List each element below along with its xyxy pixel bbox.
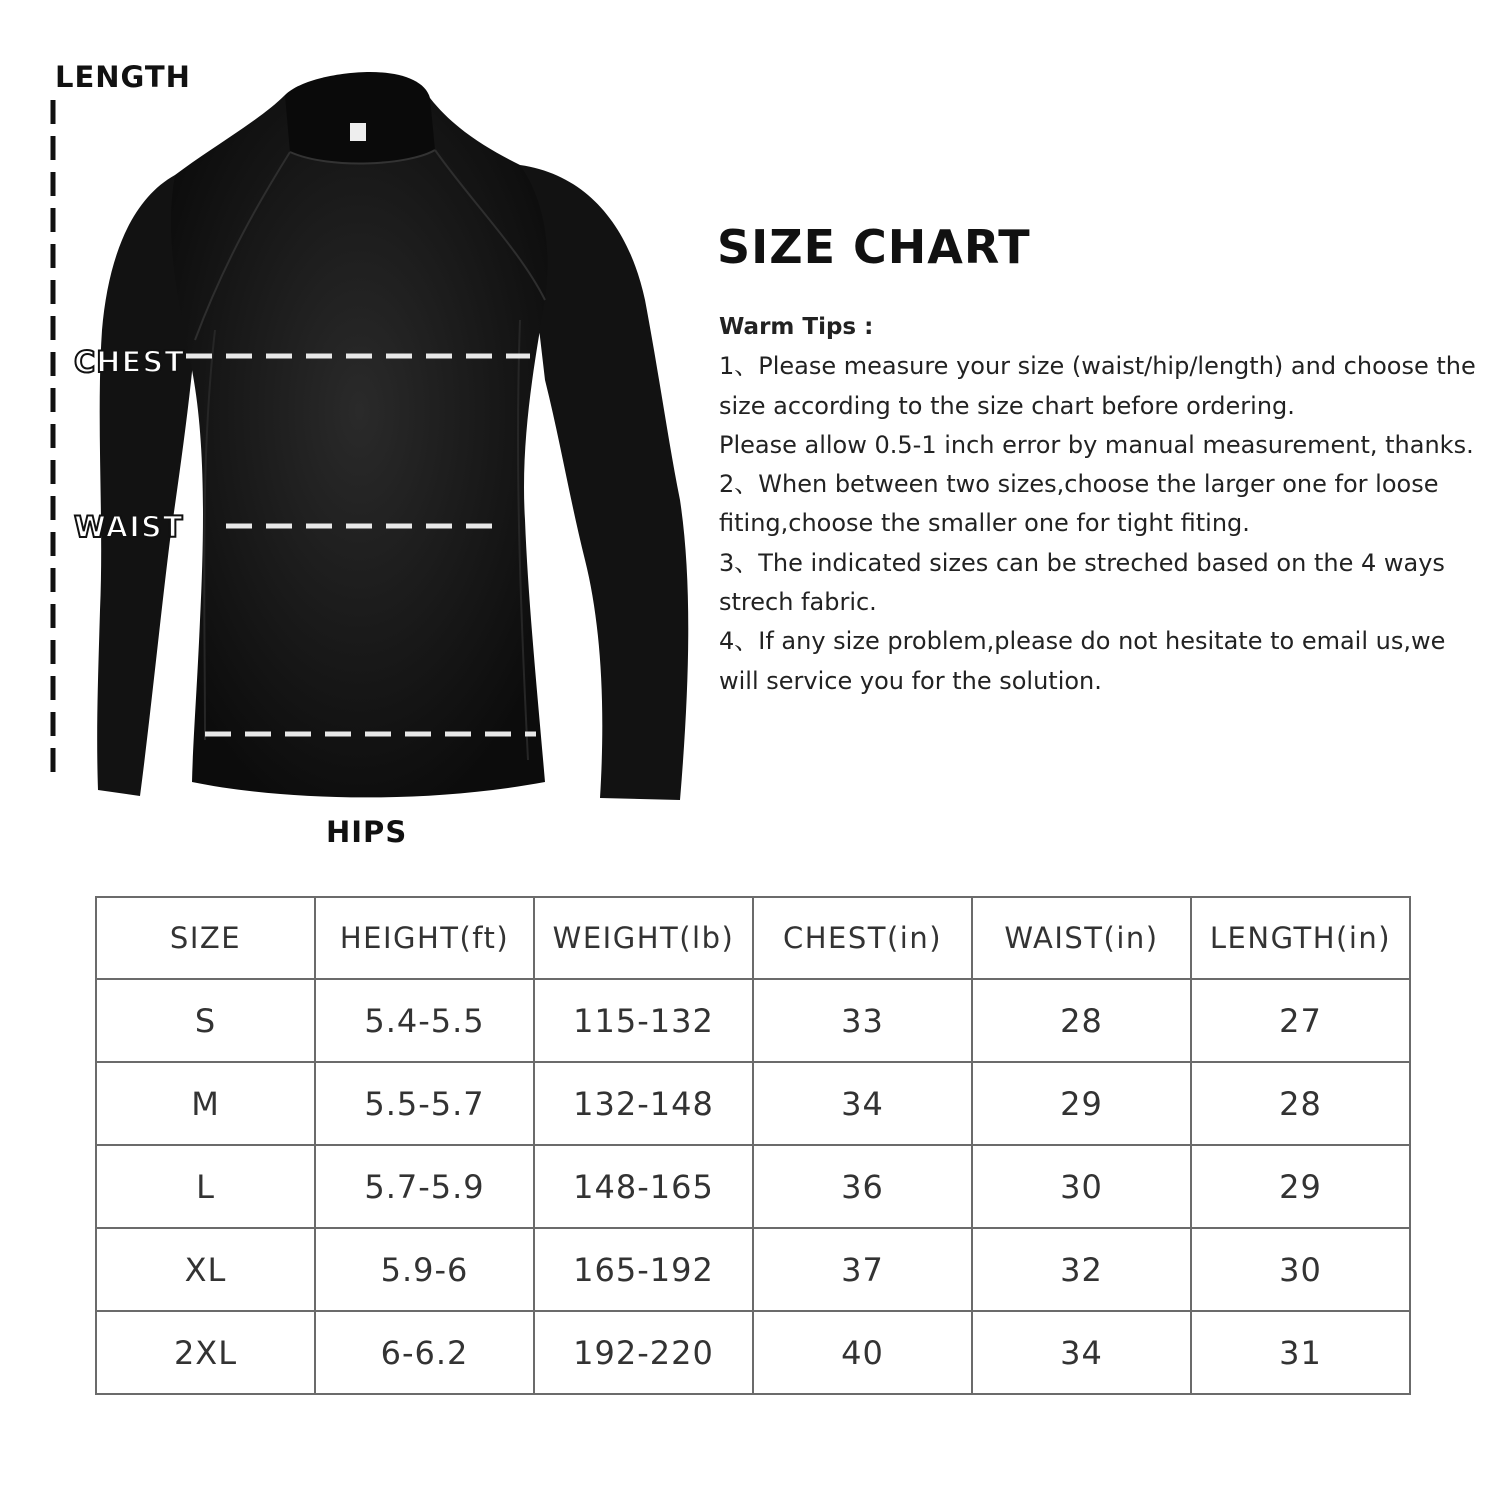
table-row [96,979,1410,1062]
shirt-illustration [0,0,700,860]
cell-chest: 33 [753,979,972,1062]
cell-height: 5.5-5.7 [315,1062,534,1145]
cell-weight: 115-132 [534,979,753,1062]
cell-weight: 148-165 [534,1145,753,1228]
shirt-measurement-figure [0,0,700,860]
cell-size: M [96,1062,315,1145]
page-title: SIZE CHART [717,220,1031,274]
cell-length: 31 [1191,1311,1410,1394]
table-header-row [96,897,1410,979]
cell-waist: 30 [972,1145,1191,1228]
cell-weight: 192-220 [534,1311,753,1394]
header-size: SIZE [96,897,315,979]
cell-size: 2XL [96,1311,315,1394]
waist-label: WAIST [74,510,184,544]
cell-chest: 37 [753,1228,972,1311]
cell-size: L [96,1145,315,1228]
cell-chest: 40 [753,1311,972,1394]
cell-weight: 132-148 [534,1062,753,1145]
cell-length: 30 [1191,1228,1410,1311]
header-chest: CHEST(in) [753,897,972,979]
length-label: LENGTH [55,60,191,94]
header-waist: WAIST(in) [972,897,1191,979]
header-height: HEIGHT(ft) [315,897,534,979]
tip-item: 2、When between two sizes,choose the larger one for loose fiting,choose the smaller one for tight fiting. [719,470,1439,538]
cell-waist: 29 [972,1062,1191,1145]
collar-tag [350,123,366,141]
cell-length: 29 [1191,1145,1410,1228]
header-weight: WEIGHT(lb) [534,897,753,979]
shirt-torso [171,95,548,797]
tip-item: 4、If any size problem,please do not hesitate to email us,we will service you for the solution. [719,627,1446,695]
cell-waist: 34 [972,1311,1191,1394]
cell-chest: 36 [753,1145,972,1228]
cell-height: 5.4-5.5 [315,979,534,1062]
warm-tips [719,308,1479,701]
shirt-collar [285,72,435,164]
table-row [96,1145,1410,1228]
cell-height: 5.7-5.9 [315,1145,534,1228]
cell-waist: 32 [972,1228,1191,1311]
cell-height: 6-6.2 [315,1311,534,1394]
table-row [96,1311,1410,1394]
tips-heading: Warm Tips : [719,314,874,340]
tip-item: Please allow 0.5-1 inch error by manual measurement, thanks. [719,430,1474,459]
header-length: LENGTH(in) [1191,897,1410,979]
table-row [96,1062,1410,1145]
cell-size: XL [96,1228,315,1311]
tip-item: 3、The indicated sizes can be streched based on the 4 ways strech fabric. [719,548,1445,617]
hips-label: HIPS [326,815,408,849]
cell-size: S [96,979,315,1062]
chest-label: CHEST [74,345,186,379]
cell-weight: 165-192 [534,1228,753,1311]
cell-chest: 34 [753,1062,972,1145]
cell-waist: 28 [972,979,1191,1062]
tip-item: 1、Please measure your size (waist/hip/length) and choose the size according to the size chart before ordering. [719,352,1476,420]
cell-height: 5.9-6 [315,1228,534,1311]
size-table [95,896,1411,1395]
cell-length: 27 [1191,979,1410,1062]
cell-length: 28 [1191,1062,1410,1145]
table-row [96,1228,1410,1311]
